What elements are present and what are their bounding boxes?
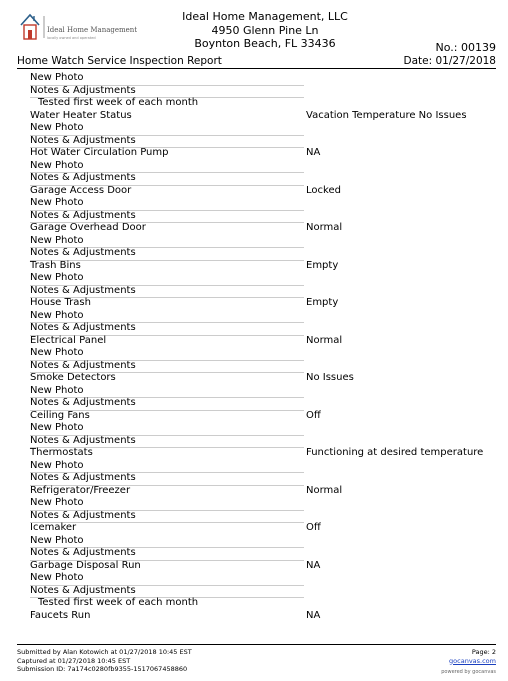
field-label: Notes & Adjustments <box>30 472 304 486</box>
inspection-item-row <box>0 485 508 498</box>
sub-field-row <box>0 572 508 585</box>
company-address-line2: Boynton Beach, FL 33436 <box>194 37 336 50</box>
captured-at: Captured at 01/27/2018 10:45 EST <box>17 656 131 665</box>
item-value: Vacation Temperature No Issues <box>306 109 467 121</box>
logo-subtext: locally owned and operated <box>47 36 96 40</box>
field-label: Notes & Adjustments <box>30 547 304 561</box>
item-label: Water Heater Status <box>30 109 132 121</box>
inspection-item-row <box>0 610 508 623</box>
field-label: Notes & Adjustments <box>30 85 304 99</box>
inspection-item-row <box>0 110 508 123</box>
sub-field-row <box>0 497 508 510</box>
sub-field-row <box>0 472 508 485</box>
item-value: NA <box>306 559 321 571</box>
field-label: New Photo <box>30 347 304 361</box>
field-label: New Photo <box>30 572 304 586</box>
header-divider <box>17 68 496 69</box>
sub-field-row <box>0 422 508 435</box>
item-value: Functioning at desired temperature <box>306 447 484 458</box>
company-logo <box>17 12 137 46</box>
item-value: Normal <box>306 334 343 346</box>
company-block <box>155 10 375 51</box>
sub-field-row <box>0 310 508 323</box>
item-value: Off <box>306 409 321 421</box>
sub-field-row <box>0 547 508 560</box>
field-label: New Photo <box>30 422 304 436</box>
item-label: Icemaker <box>30 522 77 533</box>
item-value: No Issues <box>306 372 354 383</box>
inspection-item-row <box>0 185 508 198</box>
item-label: Faucets Run <box>30 609 91 621</box>
sub-field-row <box>0 160 508 173</box>
item-label: Ceiling Fans <box>30 409 90 421</box>
sub-field-row <box>0 135 508 148</box>
item-label: Refrigerator/Freezer <box>30 484 131 496</box>
field-label: New Photo <box>30 310 304 324</box>
section-note-row <box>0 597 508 610</box>
sub-field-row <box>0 347 508 360</box>
footer-meta <box>17 648 192 674</box>
inspection-item-row <box>0 372 508 385</box>
item-value: Empty <box>306 297 339 308</box>
field-label: Notes & Adjustments <box>30 135 304 149</box>
item-value: NA <box>306 147 321 158</box>
sub-field-row <box>0 172 508 185</box>
sub-field-row <box>0 510 508 523</box>
item-label: Thermostats <box>30 447 93 458</box>
sub-field-row <box>0 122 508 135</box>
field-label: New Photo <box>30 160 304 174</box>
item-label: Garbage Disposal Run <box>30 559 141 571</box>
field-label: New Photo <box>30 535 304 549</box>
item-label: House Trash <box>30 297 91 308</box>
sub-field-row <box>0 272 508 285</box>
sub-field-row <box>0 435 508 448</box>
field-label: New Photo <box>30 122 304 136</box>
field-label: New Photo <box>30 197 304 211</box>
field-label: Notes & Adjustments <box>30 435 304 449</box>
field-label: Notes & Adjustments <box>30 585 304 599</box>
company-address-line1: 4950 Glenn Pine Ln <box>211 23 319 37</box>
item-label: Trash Bins <box>30 259 81 271</box>
sub-field-row <box>0 397 508 410</box>
logo-divider <box>43 16 45 38</box>
inspection-item-row <box>0 522 508 535</box>
sub-field-row <box>0 360 508 373</box>
sub-field-row <box>0 197 508 210</box>
inspection-item-row <box>0 447 508 460</box>
footer-right <box>441 648 496 677</box>
sub-field-row <box>0 322 508 335</box>
field-label: New Photo <box>30 72 304 86</box>
section-label: Tested first week of each month <box>38 97 199 108</box>
item-value: Empty <box>306 259 339 271</box>
sub-field-row <box>0 285 508 298</box>
sub-field-row <box>0 535 508 548</box>
report-header <box>0 0 508 70</box>
field-label: Notes & Adjustments <box>30 247 304 261</box>
sub-field-row <box>0 72 508 85</box>
inspection-item-row <box>0 410 508 423</box>
field-label: Notes & Adjustments <box>30 322 304 336</box>
item-label: Smoke Detectors <box>30 372 116 383</box>
report-date: Date: 01/27/2018 <box>403 55 496 67</box>
field-label: Notes & Adjustments <box>30 397 304 411</box>
item-label: Electrical Panel <box>30 334 107 346</box>
submission-id: Submission ID: 7a174c0280fb9355-1517067458860 <box>17 665 188 673</box>
field-label: Notes & Adjustments <box>30 360 304 374</box>
field-label: New Photo <box>30 497 304 511</box>
item-value: Normal <box>306 484 343 496</box>
powered-by: powered by gocanvas <box>441 669 496 675</box>
field-label: New Photo <box>30 460 304 474</box>
item-label: Hot Water Circulation Pump <box>30 147 169 158</box>
section-label: Tested first week of each month <box>38 597 199 608</box>
inspection-list <box>0 72 508 622</box>
footer-divider <box>17 644 496 645</box>
field-label: Notes & Adjustments <box>30 510 304 524</box>
sub-field-row <box>0 585 508 598</box>
sub-field-row <box>0 247 508 260</box>
logo-text: Ideal Home Management <box>47 26 138 34</box>
field-label: Notes & Adjustments <box>30 210 304 224</box>
inspection-item-row <box>0 147 508 160</box>
item-label: Garage Overhead Door <box>30 222 146 233</box>
sub-field-row <box>0 385 508 398</box>
inspection-item-row <box>0 222 508 235</box>
item-value: Locked <box>306 184 341 196</box>
item-value: NA <box>306 609 321 621</box>
field-label: New Photo <box>30 385 304 399</box>
inspection-item-row <box>0 297 508 310</box>
field-label: Notes & Adjustments <box>30 285 304 299</box>
house-logo-icon <box>19 12 41 42</box>
section-note-row <box>0 97 508 110</box>
gocanvas-link[interactable]: gocanvas.com <box>449 656 496 665</box>
submitted-by: Submitted by Alan Kotowich at 01/27/2018 10:45 EST <box>17 648 192 656</box>
report-number: No.: 00139 <box>435 41 496 54</box>
field-label: Notes & Adjustments <box>30 172 304 186</box>
report-title: Home Watch Service Inspection Report <box>17 55 222 67</box>
inspection-item-row <box>0 560 508 573</box>
inspection-item-row <box>0 335 508 348</box>
item-value: Off <box>306 522 321 533</box>
field-label: New Photo <box>30 272 304 286</box>
sub-field-row <box>0 235 508 248</box>
sub-field-row <box>0 210 508 223</box>
company-name: Ideal Home Management, LLC <box>182 10 348 23</box>
inspection-item-row <box>0 260 508 273</box>
page-number: Page: 2 <box>471 648 496 656</box>
field-label: New Photo <box>30 235 304 249</box>
item-value: Normal <box>306 222 343 233</box>
sub-field-row <box>0 460 508 473</box>
sub-field-row <box>0 85 508 98</box>
item-label: Garage Access Door <box>30 184 132 196</box>
